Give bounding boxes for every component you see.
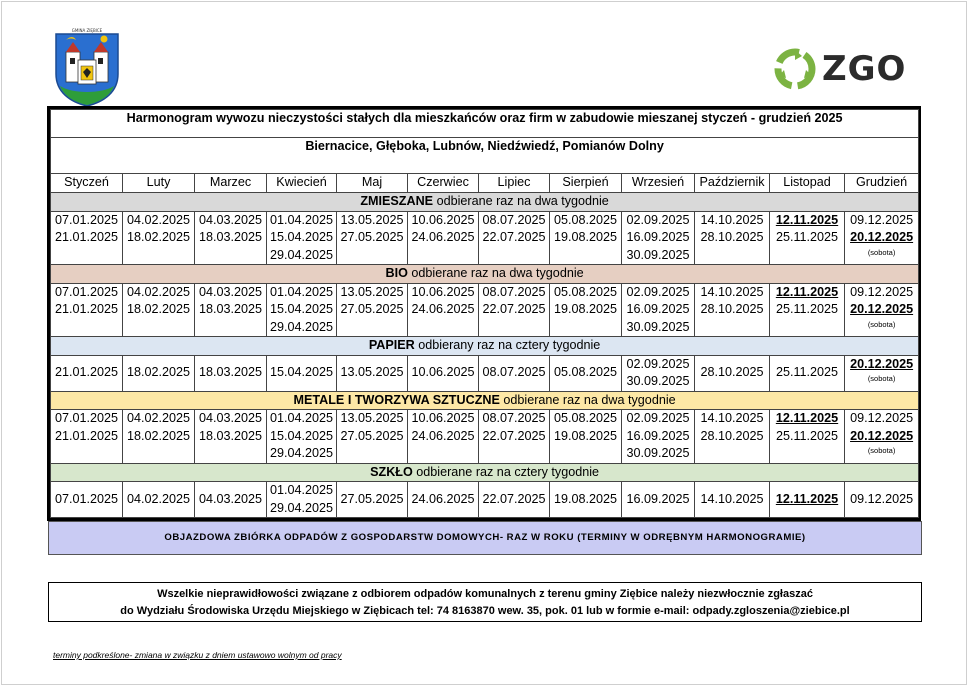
collection-date: 08.07.2025	[482, 284, 546, 299]
date-cell	[267, 211, 337, 265]
collection-date: 04.02.2025	[126, 491, 191, 506]
collection-date: 27.05.2025	[340, 230, 404, 244]
collection-date: 12.11.2025	[775, 284, 839, 299]
collection-date: 05.08.2025	[553, 411, 618, 425]
section-name: SZKŁO	[370, 464, 413, 479]
saturday-note: (sobota)	[867, 319, 896, 329]
date-cell	[695, 410, 770, 464]
date-cell	[695, 355, 770, 391]
collection-date: 21.01.2025	[54, 230, 119, 244]
collection-date: 20.12.2025	[850, 230, 914, 244]
schedule-areas: Biernacice, Głęboka, Lubnów, Niedźwiedź, Pomianów Dolny	[51, 138, 919, 174]
collection-date: 08.07.2025	[482, 212, 546, 227]
month-header: Czerwiec	[408, 174, 479, 193]
collection-date: 24.06.2025	[411, 428, 475, 443]
collection-date: 30.09.2025	[626, 319, 690, 334]
collection-date: 28.10.2025	[700, 365, 764, 380]
date-cell	[195, 482, 267, 518]
collection-date: 04.03.2025	[198, 491, 263, 506]
collection-date: 19.08.2025	[553, 302, 618, 316]
month-header: Lipiec	[479, 174, 550, 193]
collection-date: 12.11.2025	[775, 491, 839, 506]
date-cell	[195, 211, 267, 265]
date-cell	[337, 482, 408, 518]
collection-date: 18.03.2025	[198, 428, 263, 443]
collection-date: 14.10.2025	[700, 212, 764, 227]
crest-caption: GMINA ZIĘBICE	[71, 28, 103, 33]
date-cell	[550, 410, 622, 464]
collection-date: 05.08.2025	[553, 284, 618, 299]
collection-date: 21.01.2025	[54, 302, 119, 316]
section-header	[51, 463, 919, 482]
date-cell	[51, 482, 123, 518]
month-header: Grudzień	[845, 174, 919, 193]
collection-date: 16.09.2025	[626, 302, 690, 316]
footnote: terminy podkreślone- zmiana w związku z dniem ustawowo wolnym od pracy	[53, 650, 342, 660]
collection-date: 28.10.2025	[700, 230, 764, 244]
collection-date: 02.09.2025	[626, 212, 690, 227]
collection-date: 13.05.2025	[340, 284, 404, 299]
month-header: Październik	[695, 174, 770, 193]
collection-date: 18.02.2025	[126, 428, 191, 443]
date-cell	[337, 283, 408, 337]
date-cell	[267, 410, 337, 464]
date-cell	[770, 283, 845, 337]
date-cell	[550, 355, 622, 391]
collection-date: 16.09.2025	[626, 428, 690, 443]
month-header: Luty	[123, 174, 195, 193]
date-cell	[267, 283, 337, 337]
collection-date: 18.02.2025	[126, 365, 191, 380]
month-header: Sierpień	[550, 174, 622, 193]
coat-of-arms-icon	[52, 28, 122, 108]
date-cell	[123, 283, 195, 337]
collection-date: 09.12.2025	[850, 284, 914, 299]
zgo-logo-text: ZGO	[822, 49, 907, 89]
collection-date: 27.05.2025	[340, 491, 404, 506]
section-frequency: odbierane raz na dwa tygodnie	[407, 266, 584, 280]
collection-date: 25.11.2025	[775, 365, 839, 380]
section-frequency: odbierany raz na cztery tygodnie	[414, 338, 601, 352]
contact-info-line-2: do Wydziału Środowiska Urzędu Miejskiego w Ziębicach tel: 74 8163870 wew. 35, pok. 01 lub w formie e-mail: odpady.zgloszenia@ziebice.pl	[120, 605, 850, 617]
saturday-note: (sobota)	[867, 374, 896, 383]
collection-date: 12.11.2025	[775, 411, 839, 425]
collection-date: 22.07.2025	[482, 491, 546, 506]
collection-date: 15.04.2025	[269, 428, 334, 443]
collection-date: 29.04.2025	[269, 319, 334, 334]
date-cell	[622, 283, 695, 337]
collection-date: 30.09.2025	[626, 247, 690, 262]
date-cell	[479, 355, 550, 391]
collection-date: 18.03.2025	[198, 302, 263, 316]
collection-date: 07.01.2025	[54, 411, 119, 425]
section-frequency: odbierane raz na cztery tygodnie	[412, 464, 600, 479]
collection-date: 10.06.2025	[411, 411, 475, 425]
collection-date: 25.11.2025	[775, 428, 839, 443]
collection-date: 19.08.2025	[553, 230, 618, 244]
month-header: Kwiecień	[267, 174, 337, 193]
collection-date: 19.08.2025	[553, 428, 618, 443]
collection-date: 05.08.2025	[553, 365, 618, 380]
document-page	[1, 1, 967, 685]
date-cell	[408, 410, 479, 464]
collection-date: 07.01.2025	[54, 284, 119, 299]
collection-date: 29.04.2025	[269, 446, 334, 460]
date-cell	[845, 410, 919, 464]
contact-info-line-1: Wszelkie nieprawidłowości związane z odbiorem odpadów komunalnych z terenu gminy Ziębice należy niezwłocznie zgłaszać	[157, 588, 813, 600]
month-header: Styczeń	[51, 174, 123, 193]
date-cell	[479, 211, 550, 265]
collection-date: 07.01.2025	[54, 491, 119, 506]
date-cell	[695, 283, 770, 337]
date-cell	[770, 482, 845, 518]
collection-date: 01.04.2025	[269, 212, 334, 227]
date-cell	[408, 283, 479, 337]
date-cell	[195, 355, 267, 391]
section-frequency: odbierane raz na dwa tygodnie	[433, 194, 609, 208]
collection-date: 02.09.2025	[626, 411, 690, 425]
zgo-logo	[774, 46, 914, 92]
section-name: METALE I TWORZYWA SZTUCZNE	[293, 392, 500, 407]
collection-date: 24.06.2025	[411, 302, 475, 316]
collection-date: 18.02.2025	[126, 302, 191, 316]
collection-date: 01.04.2025	[269, 284, 334, 299]
date-cell	[845, 211, 919, 265]
date-cell	[845, 355, 919, 391]
collection-date: 08.07.2025	[482, 411, 546, 425]
month-header: Marzec	[195, 174, 267, 193]
collection-date: 13.05.2025	[340, 212, 404, 227]
collection-date: 04.03.2025	[198, 212, 263, 227]
collection-date: 28.10.2025	[700, 302, 764, 316]
date-cell	[770, 211, 845, 265]
date-cell	[51, 211, 123, 265]
date-cell	[123, 482, 195, 518]
recycle-arrows-icon	[774, 48, 816, 90]
collection-date: 09.12.2025	[850, 411, 914, 425]
collection-date: 01.04.2025	[269, 483, 334, 497]
section-header	[51, 265, 919, 284]
collection-date: 04.03.2025	[198, 411, 263, 425]
date-cell	[123, 355, 195, 391]
date-cell	[51, 410, 123, 464]
date-cell	[770, 355, 845, 391]
date-cell	[408, 482, 479, 518]
date-cell	[51, 283, 123, 337]
collection-date: 27.05.2025	[340, 302, 404, 316]
date-cell	[622, 482, 695, 518]
collection-date: 30.09.2025	[626, 446, 690, 460]
collection-date: 27.05.2025	[340, 428, 404, 443]
collection-date: 10.06.2025	[411, 284, 475, 299]
date-cell	[845, 283, 919, 337]
collection-date: 14.10.2025	[700, 284, 764, 299]
collection-date: 20.12.2025	[850, 428, 914, 443]
collection-date: 25.11.2025	[775, 230, 839, 244]
collection-date: 15.04.2025	[269, 230, 334, 244]
collection-date: 24.06.2025	[411, 230, 475, 244]
section-name: ZMIESZANE	[360, 194, 434, 208]
date-cell	[51, 355, 123, 391]
collection-date: 07.01.2025	[54, 212, 119, 227]
collection-date: 19.08.2025	[553, 491, 618, 506]
collection-date: 04.02.2025	[126, 411, 191, 425]
collection-date: 16.09.2025	[626, 491, 690, 506]
collection-date: 18.02.2025	[126, 230, 191, 244]
collection-date: 16.09.2025	[626, 230, 690, 244]
date-cell	[845, 482, 919, 518]
section-frequency: odbierane raz na dwa tygodnie	[499, 392, 676, 407]
section-name: PAPIER	[368, 338, 415, 352]
collection-date: 10.06.2025	[411, 365, 475, 380]
collection-date: 10.06.2025	[411, 212, 475, 227]
collection-date: 05.08.2025	[553, 212, 618, 227]
collection-date: 12.11.2025	[775, 212, 839, 227]
date-cell	[770, 410, 845, 464]
date-cell	[479, 410, 550, 464]
collection-date: 21.01.2025	[54, 428, 119, 443]
month-header: Wrzesień	[622, 174, 695, 193]
collection-date: 30.09.2025	[626, 374, 690, 388]
saturday-note: (sobota)	[867, 247, 896, 257]
collection-date: 22.07.2025	[482, 230, 546, 244]
contact-info-box	[48, 582, 922, 622]
collection-date: 28.10.2025	[700, 428, 764, 443]
date-cell	[337, 355, 408, 391]
collection-date: 22.07.2025	[482, 428, 546, 443]
collection-date: 14.10.2025	[700, 491, 764, 506]
saturday-note: (sobota)	[867, 446, 896, 455]
collection-date: 04.02.2025	[126, 212, 191, 227]
date-cell	[267, 482, 337, 518]
date-cell	[267, 355, 337, 391]
collection-date: 09.12.2025	[850, 491, 914, 506]
collection-date: 02.09.2025	[626, 356, 690, 371]
collection-date: 13.05.2025	[340, 411, 404, 425]
collection-date: 04.03.2025	[198, 284, 263, 299]
collection-date: 13.05.2025	[340, 365, 404, 380]
section-header	[51, 391, 919, 410]
month-header: Maj	[337, 174, 408, 193]
collection-date: 20.12.2025	[850, 302, 914, 316]
date-cell	[550, 482, 622, 518]
collection-date: 01.04.2025	[269, 411, 334, 425]
collection-date: 24.06.2025	[411, 491, 475, 506]
date-cell	[123, 410, 195, 464]
mobile-collection-notice: OBJAZDOWA ZBIÓRKA ODPADÓW Z GOSPODARSTW DOMOWYCH- RAZ W ROKU (TERMINY W ODRĘBNYM HARMONOGRAMIE)	[48, 521, 922, 555]
collection-date: 15.04.2025	[269, 365, 334, 380]
date-cell	[337, 410, 408, 464]
date-cell	[622, 410, 695, 464]
section-header	[51, 193, 919, 212]
date-cell	[622, 211, 695, 265]
date-cell	[550, 211, 622, 265]
date-cell	[479, 283, 550, 337]
collection-date: 29.04.2025	[269, 247, 334, 262]
collection-date: 20.12.2025	[850, 356, 914, 371]
date-cell	[408, 211, 479, 265]
collection-date: 29.04.2025	[269, 500, 334, 515]
date-cell	[550, 283, 622, 337]
collection-date: 18.03.2025	[198, 230, 263, 244]
collection-date: 02.09.2025	[626, 284, 690, 299]
date-cell	[195, 410, 267, 464]
date-cell	[195, 283, 267, 337]
collection-date: 04.02.2025	[126, 284, 191, 299]
date-cell	[123, 211, 195, 265]
date-cell	[479, 482, 550, 518]
collection-date: 18.03.2025	[198, 365, 263, 380]
date-cell	[622, 355, 695, 391]
date-cell	[337, 211, 408, 265]
collection-date: 22.07.2025	[482, 302, 546, 316]
collection-date: 14.10.2025	[700, 411, 764, 425]
section-name: BIO	[385, 266, 408, 280]
section-header	[51, 337, 919, 356]
date-cell	[408, 355, 479, 391]
collection-date: 21.01.2025	[54, 365, 119, 380]
collection-date: 15.04.2025	[269, 302, 334, 316]
schedule-title: Harmonogram wywozu nieczystości stałych dla mieszkańców oraz firm w zabudowie mieszanej styczeń - grudzień 2025	[51, 110, 919, 138]
month-header: Listopad	[770, 174, 845, 193]
collection-date: 08.07.2025	[482, 365, 546, 380]
date-cell	[695, 482, 770, 518]
date-cell	[695, 211, 770, 265]
collection-date: 25.11.2025	[775, 302, 839, 316]
schedule-table	[47, 106, 921, 521]
collection-date: 09.12.2025	[850, 212, 914, 227]
